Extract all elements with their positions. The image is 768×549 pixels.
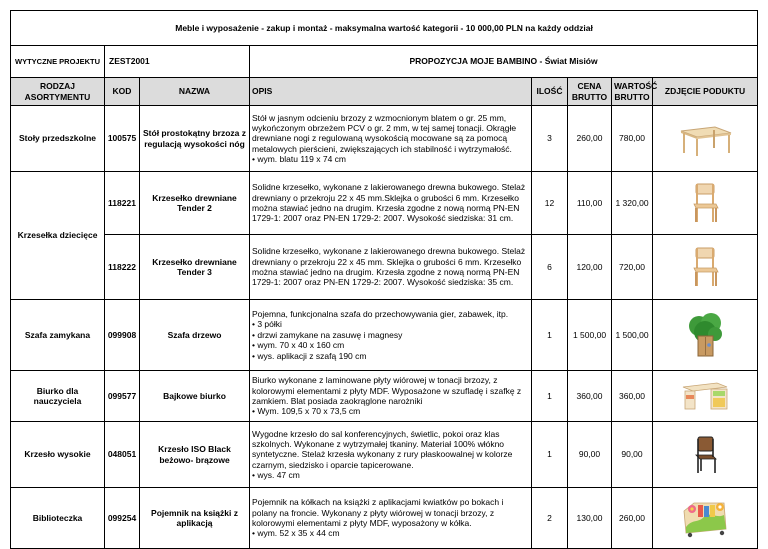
opis-cell: [250, 488, 532, 549]
opis-line: • wys. aplikacji z szafą 190 cm: [252, 350, 367, 361]
kod-cell: 118221: [105, 172, 140, 235]
opis-line: Pojemnik na kółkach na książki z aplikacjami kwiatków po bokach i polany na froncie. Wykonany z płyty wiórowej w tonacji brzozy, z kolorowymi elementami z płyty MDF, wyposażony w kółka.: [252, 497, 504, 528]
table-row: [11, 422, 758, 488]
table-row: [11, 172, 758, 235]
photo-cell: [653, 235, 758, 300]
wartosc-cell: 90,00: [612, 422, 653, 488]
wartosc-cell: 1 500,00: [612, 300, 653, 371]
opis-cell: [250, 300, 532, 371]
chair-photo-icon: [690, 182, 720, 224]
nazwa-cell: Krzesełko drewniane Tender 2: [140, 172, 250, 235]
wytyczne-label: WYTYCZNE PROJEKTU: [11, 46, 105, 78]
col-opis: OPIS: [250, 78, 532, 106]
table-photo-icon: [675, 121, 735, 157]
opis-line: Stół w jasnym odcieniu brzozy z wzmocnionym blatem o gr. 25 mm, wykończonym obrzeżem PCV o gr. 2 mm, w tej samej tonacji. Okrągłe drewniane nogi z regulowaną wysokością mocowane są za pomocą metalowych pierścieni, zwiększających ich stabilność i wytrzymałość.: [252, 112, 517, 154]
wartosc-cell: 1 320,00: [612, 172, 653, 235]
opis-line: • wym. blatu 119 x 74 cm: [252, 154, 346, 165]
cena-cell: 130,00: [568, 488, 612, 549]
nazwa-cell: Szafa drzewo: [140, 300, 250, 371]
photo-cell: [653, 422, 758, 488]
tree-cabinet-photo-icon: [687, 312, 723, 358]
opis-line: Solidne krzesełko, wykonane z lakierowanego drewna bukowego. Stelaż drewniany o przekroju 22 x 45 mm. Sklejka o grubości 6 mm. Krzesełko można stawiać jedno na drugim. Krzesła zgodne z nową normą PN-EN 1729-1: 2007 oraz PN-EN 1729-2: 2007. Wysokość siedziska: 35 cm.: [252, 246, 526, 288]
col-cena: CENA BRUTTO: [568, 78, 612, 106]
ilosc-cell: 1: [532, 371, 568, 422]
ilosc-cell: 2: [532, 488, 568, 549]
wartosc-cell: 780,00: [612, 106, 653, 172]
nazwa-cell: Bajkowe biurko: [140, 371, 250, 422]
col-kod: KOD: [105, 78, 140, 106]
project-code: ZEST2001: [105, 46, 250, 78]
office-chair-photo-icon: [690, 435, 720, 475]
col-nazwa: NAZWA: [140, 78, 250, 106]
opis-cell: [250, 422, 532, 488]
ilosc-cell: 1: [532, 422, 568, 488]
kod-cell: 048051: [105, 422, 140, 488]
col-zdjecie: ZDJĘCIE PODUKTU: [653, 78, 758, 106]
opis-cell: [250, 106, 532, 172]
cena-cell: 110,00: [568, 172, 612, 235]
opis-line: • drzwi zamykane na zasuwę i magnesy: [252, 329, 403, 340]
category-cell: Szafa zamykana: [11, 300, 105, 371]
project-row: [11, 46, 758, 78]
ilosc-cell: 6: [532, 235, 568, 300]
nazwa-cell: Krzesło ISO Black beżowo- brązowe: [140, 422, 250, 488]
opis-line: Pojemna, funkcjonalna szafa do przechowywania gier, zabawek, itp.: [252, 309, 509, 320]
bookcase-photo-icon: [680, 497, 730, 539]
ilosc-cell: 1: [532, 300, 568, 371]
table-row: [11, 371, 758, 422]
chair-photo-icon: [690, 246, 720, 288]
category-cell: Biblioteczka: [11, 488, 105, 549]
category-cell: Krzesło wysokie: [11, 422, 105, 488]
opis-cell: [250, 235, 532, 300]
photo-cell: [653, 172, 758, 235]
kod-cell: 099577: [105, 371, 140, 422]
table-row: [11, 106, 758, 172]
category-cell: Krzesełka dziecięce: [11, 172, 105, 300]
opis-line: • Wym. 109,5 x 70 x 73,5 cm: [252, 406, 361, 417]
sheet-title: Meble i wyposażenie - zakup i montaż - maksymalna wartość kategorii - 10 000,00 PLN na każdy oddział: [11, 11, 758, 46]
opis-line: • 3 półki: [252, 319, 282, 330]
kod-cell: 099254: [105, 488, 140, 549]
photo-cell: [653, 106, 758, 172]
table-row: [11, 300, 758, 371]
opis-cell: [250, 172, 532, 235]
category-cell: Biurko dla nauczyciela: [11, 371, 105, 422]
col-rodzaj: RODZAJ ASORTYMENTU: [11, 78, 105, 106]
nazwa-cell: Krzesełko drewniane Tender 3: [140, 235, 250, 300]
project-name: PROPOZYCJA MOJE BAMBINO - Świat Misiów: [250, 46, 758, 78]
opis-line: Biurko wykonane z laminowane płyty wiórowej w tonacji brzozy, z kolorowymi elementami z płyty MDF. Wyposażone w szufladę i szafkę z zamkiem. Blat posiada zaokrąglone narożniki: [252, 375, 522, 406]
col-ilosc: ILOŚĆ: [532, 78, 568, 106]
opis-line: Solidne krzesełko, wykonane z lakierowanego drewna bukowego. Stelaż drewniany o przekroju 22 x 45 mm.Sklejka o grubości 6 mm. Krzesełko można stawiać jedno na drugim. Krzesła zgodne z nową normą PN-EN 1729-1: 2007 oraz PN-EN 1729-2: 2007. Wysokość siedziska: 31 cm.: [252, 182, 526, 224]
wartosc-cell: 360,00: [612, 371, 653, 422]
kod-cell: 100575: [105, 106, 140, 172]
wartosc-cell: 260,00: [612, 488, 653, 549]
nazwa-cell: Pojemnik na książki z aplikacją: [140, 488, 250, 549]
title-row: [11, 11, 758, 46]
cena-cell: 90,00: [568, 422, 612, 488]
column-header-row: [11, 78, 758, 106]
kod-cell: 099908: [105, 300, 140, 371]
table-row: [11, 488, 758, 549]
opis-cell: [250, 371, 532, 422]
kod-cell: 118222: [105, 235, 140, 300]
cena-cell: 120,00: [568, 235, 612, 300]
photo-cell: [653, 488, 758, 549]
cena-cell: 360,00: [568, 371, 612, 422]
desk-photo-icon: [681, 381, 729, 411]
opis-line: • wym. 70 x 40 x 160 cm: [252, 340, 345, 351]
cena-cell: 1 500,00: [568, 300, 612, 371]
category-cell: Stoły przedszkolne: [11, 106, 105, 172]
nazwa-cell: Stół prostokątny brzoza z regulacją wysokości nóg: [140, 106, 250, 172]
photo-cell: [653, 300, 758, 371]
opis-line: • wys. 47 cm: [252, 470, 300, 481]
furniture-table: [10, 10, 758, 549]
wartosc-cell: 720,00: [612, 235, 653, 300]
table-row: [11, 235, 758, 300]
opis-line: • wym. 52 x 35 x 44 cm: [252, 528, 340, 539]
opis-line: Wygodne krzesło do sal konferencyjnych, świetlic, pokoi oraz klas szkolnych. Wykonane z wytrzymałej tkaniny. Materiał 100% włókno syntetyczne. Stelaż krzesła wykonany z rury płaskoowalnej w kolorze czarnym, siedzisko i oparcie tapicerowane.: [252, 428, 513, 470]
ilosc-cell: 12: [532, 172, 568, 235]
col-wartosc: WARTOŚĆ BRUTTO: [612, 78, 653, 106]
ilosc-cell: 3: [532, 106, 568, 172]
photo-cell: [653, 371, 758, 422]
cena-cell: 260,00: [568, 106, 612, 172]
